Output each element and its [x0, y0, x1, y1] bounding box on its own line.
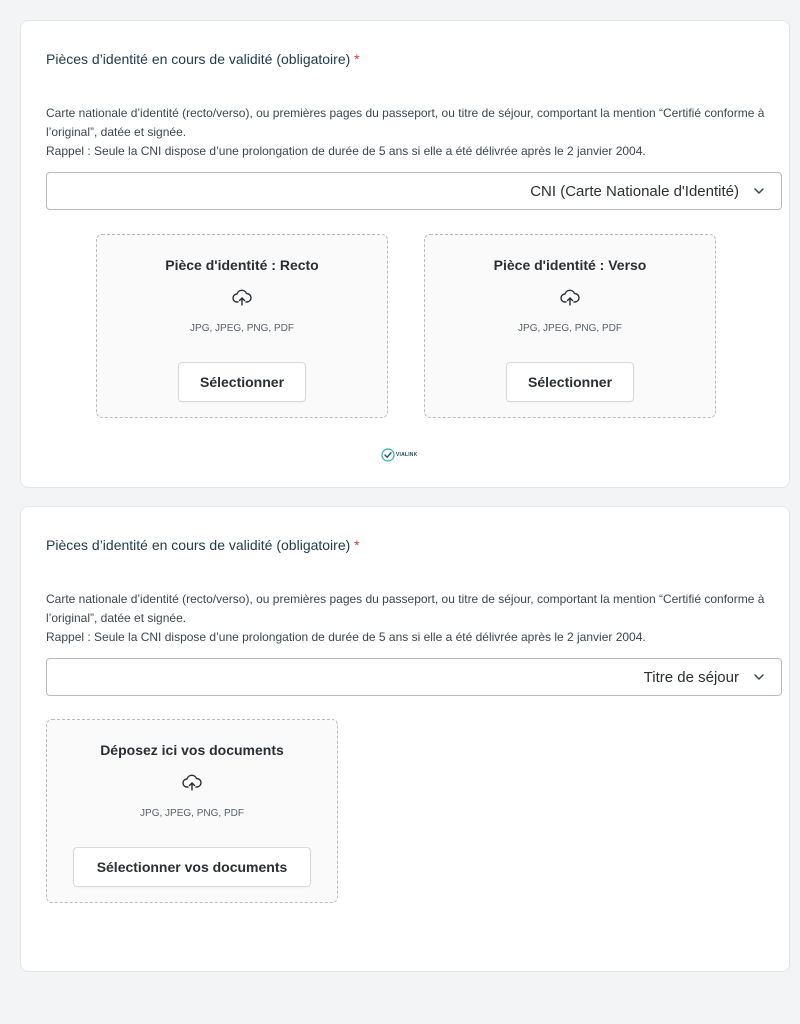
chevron-down-icon — [751, 669, 767, 685]
section-title: Pièces d’identité en cours de validité (obligatoire) * — [46, 51, 360, 67]
vialink-check-icon — [381, 448, 395, 462]
accepted-formats: JPG, JPEG, PNG, PDF — [140, 808, 244, 819]
identity-documents-card-cni — [20, 20, 790, 488]
chevron-down-icon — [751, 183, 767, 199]
select-file-button-verso[interactable]: Sélectionner — [506, 362, 634, 402]
select-documents-button[interactable]: Sélectionner vos documents — [73, 847, 311, 887]
required-asterisk: * — [354, 537, 360, 553]
select-value: Titre de séjour — [643, 668, 739, 686]
document-type-select[interactable] — [46, 658, 782, 696]
section-title: Pièces d’identité en cours de validité (obligatoire) * — [46, 537, 360, 553]
reminder-text: Rappel : Seule la CNI dispose d’une prolongation de durée de 5 ans si elle a été délivrée après le 2 janvier 2004. — [46, 144, 646, 158]
dropzone-title: Déposez ici vos documents — [100, 742, 284, 758]
cloud-upload-icon — [560, 289, 580, 307]
dropzone-documents[interactable] — [46, 719, 338, 903]
cloud-upload-icon — [182, 774, 202, 792]
vialink-logo — [381, 447, 421, 463]
select-file-button-recto[interactable]: Sélectionner — [178, 362, 306, 402]
select-value: CNI (Carte Nationale d'Identité) — [530, 182, 739, 200]
description-text: Carte nationale d’identité (recto/verso), ou premières pages du passeport, ou titre de séjour, comportant la mention “Certifié conforme à l’original”, datée et signée. — [46, 106, 765, 139]
dropzone-recto[interactable] — [96, 234, 388, 418]
accepted-formats: JPG, JPEG, PNG, PDF — [190, 323, 294, 334]
identity-documents-card-residence-permit — [20, 506, 790, 972]
logo-text: VIALINK — [396, 452, 418, 458]
dropzone-verso[interactable] — [424, 234, 716, 418]
section-description — [46, 590, 766, 647]
accepted-formats: JPG, JPEG, PNG, PDF — [518, 323, 622, 334]
required-asterisk: * — [354, 51, 360, 67]
document-type-select[interactable] — [46, 172, 782, 210]
section-description — [46, 104, 766, 161]
dropzone-title: Pièce d'identité : Recto — [165, 257, 319, 273]
dropzone-title: Pièce d'identité : Verso — [493, 257, 647, 273]
cloud-upload-icon — [232, 289, 252, 307]
description-text: Carte nationale d’identité (recto/verso), ou premières pages du passeport, ou titre de séjour, comportant la mention “Certifié conforme à l’original”, datée et signée. — [46, 592, 765, 625]
reminder-text: Rappel : Seule la CNI dispose d’une prolongation de durée de 5 ans si elle a été délivrée après le 2 janvier 2004. — [46, 630, 646, 644]
